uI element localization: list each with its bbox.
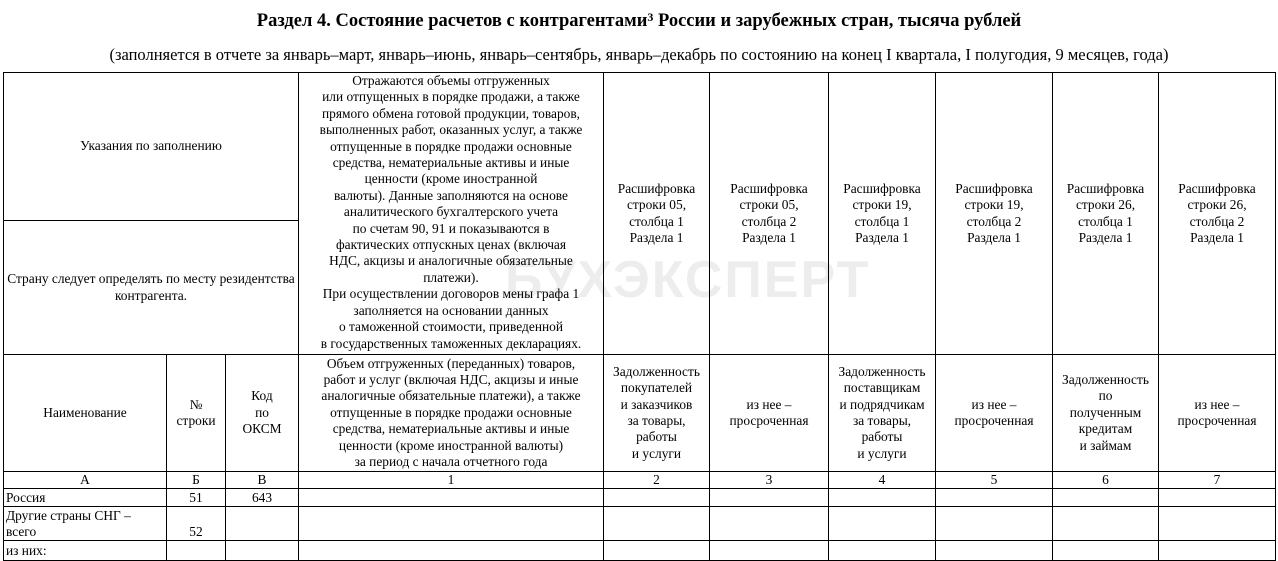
header-col4: Задолженность поставщикам и подрядчикам за товары, работы и услуги bbox=[829, 355, 936, 472]
header-col3: из нее – просроченная bbox=[710, 355, 829, 472]
value-cell[interactable] bbox=[936, 489, 1053, 507]
index-cell: 6 bbox=[1053, 472, 1159, 489]
value-cell[interactable] bbox=[604, 489, 710, 507]
table-row bbox=[4, 507, 1276, 541]
col1-instructions: Отражаются объемы отгруженных или отпущенных в порядке продажи, а также прямого обмена готовой продукции, товаров, выполненных работ, оказанных услуг, а также отпущенные в порядке продажи основные средства, нематериальные активы и иные ценности (кроме иностранной валюты). Данные заполняются на основе аналитического бухгалтерского учета по счетам 90, 91 и показываются в фактических отпускных ценах (включая НДС, акцизы и аналогичные обязательные платежи). При осуществлении договоров мены графа 1 заполняется на основании данных о таможенной стоимости, приведенной в государственных таможенных декларациях. bbox=[299, 73, 604, 355]
row-number: 51 bbox=[167, 489, 226, 507]
value-cell[interactable] bbox=[710, 541, 829, 561]
section-title: Раздел 4. Состояние расчетов с контрагентами$^3$ России и зарубежных стран, тысяча рублей bbox=[256, 10, 1022, 31]
value-cell[interactable] bbox=[1159, 507, 1276, 541]
value-cell[interactable] bbox=[1053, 489, 1159, 507]
row-name: Россия bbox=[4, 489, 167, 507]
value-cell[interactable] bbox=[829, 541, 936, 561]
decoding-col5: Расшифровка строки 19, столбца 2 Раздела 1 bbox=[936, 73, 1053, 355]
header-col5: из нее – просроченная bbox=[936, 355, 1053, 472]
instructions-label: Указания по заполнению bbox=[4, 73, 299, 221]
value-cell[interactable] bbox=[829, 489, 936, 507]
value-cell[interactable] bbox=[710, 489, 829, 507]
footnote-mark: 3 bbox=[647, 10, 654, 24]
index-cell: Б bbox=[167, 472, 226, 489]
row-name: из них: bbox=[4, 541, 167, 561]
row-name: Другие страны СНГ – всего bbox=[4, 507, 167, 541]
header-col2: Задолженность покупателей и заказчиков за товары, работы и услуги bbox=[604, 355, 710, 472]
row-code bbox=[226, 541, 299, 561]
header-row-no: № строки bbox=[167, 355, 226, 472]
value-cell[interactable] bbox=[299, 489, 604, 507]
value-cell[interactable] bbox=[936, 541, 1053, 561]
decoding-col3: Расшифровка строки 05, столбца 2 Раздела 1 bbox=[710, 73, 829, 355]
decoding-col4: Расшифровка строки 19, столбца 1 Раздела 1 bbox=[829, 73, 936, 355]
header-oksm: Код по ОКСМ bbox=[226, 355, 299, 472]
value-cell[interactable] bbox=[829, 507, 936, 541]
index-cell: 3 bbox=[710, 472, 829, 489]
row-code bbox=[226, 507, 299, 541]
index-cell: 1 bbox=[299, 472, 604, 489]
index-row bbox=[4, 472, 1276, 489]
header-name: Наименование bbox=[4, 355, 167, 472]
table-row bbox=[4, 489, 1276, 507]
value-cell[interactable] bbox=[936, 507, 1053, 541]
country-note: Страну следует определять по месту резидентства контрагента. bbox=[4, 221, 299, 355]
header-col7: из нее – просроченная bbox=[1159, 355, 1276, 472]
index-cell: В bbox=[226, 472, 299, 489]
value-cell[interactable] bbox=[604, 507, 710, 541]
table-row bbox=[4, 541, 1276, 561]
row-number: 52 bbox=[167, 507, 226, 541]
value-cell[interactable] bbox=[1053, 507, 1159, 541]
value-cell[interactable] bbox=[604, 541, 710, 561]
row-number bbox=[167, 541, 226, 561]
index-cell: А bbox=[4, 472, 167, 489]
decoding-col7: Расшифровка строки 26, столбца 2 Раздела 1 bbox=[1159, 73, 1276, 355]
watermark: БУХЭКСПЕРТ bbox=[505, 251, 871, 309]
value-cell[interactable] bbox=[1159, 489, 1276, 507]
index-cell: 2 bbox=[604, 472, 710, 489]
index-cell: 7 bbox=[1159, 472, 1276, 489]
value-cell[interactable] bbox=[299, 507, 604, 541]
index-cell: 4 bbox=[829, 472, 936, 489]
value-cell[interactable] bbox=[1053, 541, 1159, 561]
index-cell: 5 bbox=[936, 472, 1053, 489]
value-cell[interactable] bbox=[710, 507, 829, 541]
header-col1: Объем отгруженных (переданных) товаров, работ и услуг (включая НДС, акцизы и иные аналогичные обязательные платежи), а также отпущенные в порядке продажи основные средства, нематериальные активы и иные ценности (кроме иностранной валюты) за период с начала отчетного года bbox=[299, 355, 604, 472]
decoding-col6: Расшифровка строки 26, столбца 1 Раздела 1 bbox=[1053, 73, 1159, 355]
header-col6: Задолженность по полученным кредитам и займам bbox=[1053, 355, 1159, 472]
row-code: 643 bbox=[226, 489, 299, 507]
section-subtitle: (заполняется в отчете за январь–март, январь–июнь, январь–сентябрь, январь–декабрь по состоянию на конец I квартала, I полугодия, 9 месяцев, года) bbox=[109, 45, 1169, 64]
settlements-table bbox=[3, 72, 1276, 561]
value-cell[interactable] bbox=[299, 541, 604, 561]
decoding-col2: Расшифровка строки 05, столбца 1 Раздела 1 bbox=[604, 73, 710, 355]
value-cell[interactable] bbox=[1159, 541, 1276, 561]
